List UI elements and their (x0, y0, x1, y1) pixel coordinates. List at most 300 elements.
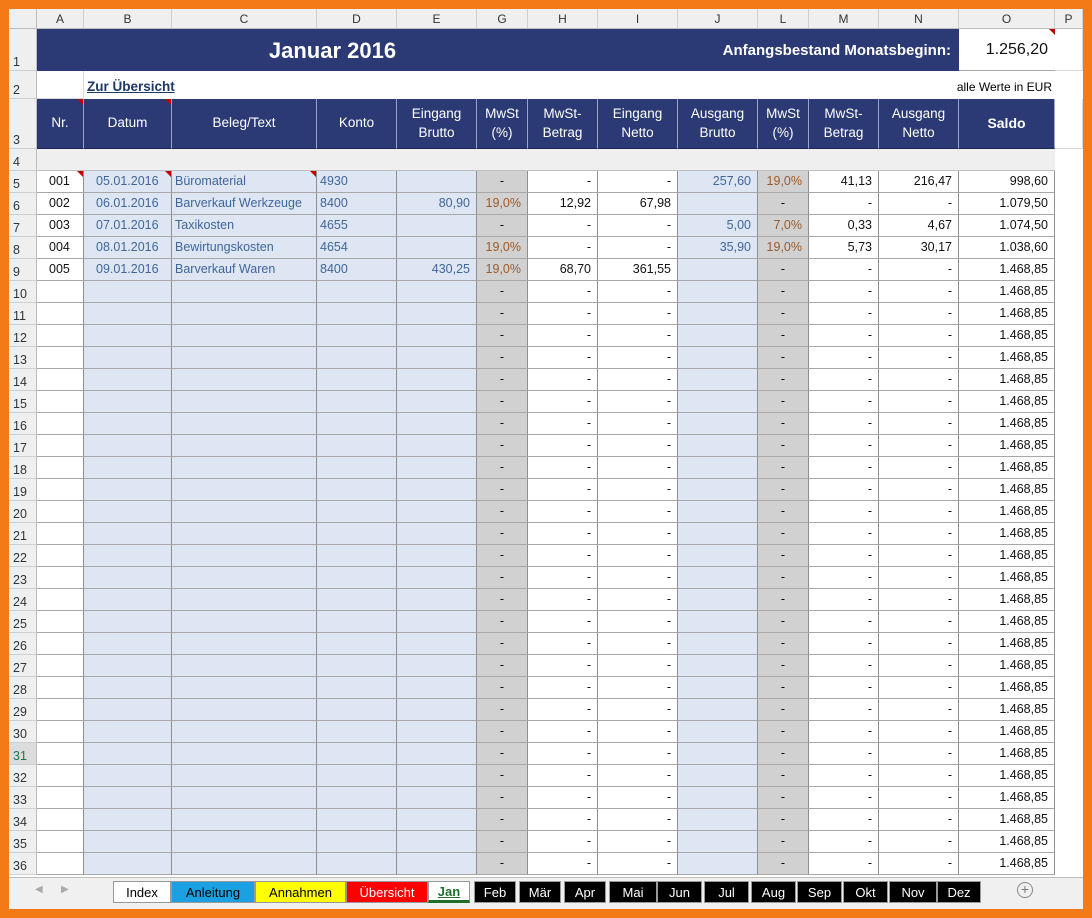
row-header[interactable]: 11 (9, 303, 37, 325)
cell-eb[interactable] (397, 589, 477, 611)
cell-datum[interactable] (84, 369, 172, 391)
row-header[interactable]: 36 (9, 853, 37, 875)
cell-p[interactable] (1055, 435, 1083, 457)
cell-ab[interactable] (678, 457, 758, 479)
cell-nr[interactable] (37, 765, 84, 787)
cell-nr[interactable] (37, 435, 84, 457)
cell-nr[interactable] (37, 303, 84, 325)
cell-konto[interactable] (317, 831, 397, 853)
cell-ab[interactable] (678, 787, 758, 809)
row-header[interactable]: 13 (9, 347, 37, 369)
cell-konto[interactable]: 8400 (317, 193, 397, 215)
cell-konto[interactable] (317, 523, 397, 545)
sheet-tab-feb[interactable]: Feb (474, 881, 516, 903)
cell-datum[interactable] (84, 545, 172, 567)
cell-eb[interactable] (397, 237, 477, 259)
cell-konto[interactable] (317, 853, 397, 875)
row-header[interactable]: 21 (9, 523, 37, 545)
row-header[interactable]: 12 (9, 325, 37, 347)
cell-text[interactable] (172, 721, 317, 743)
cell-text[interactable] (172, 853, 317, 875)
scroll-right-icon[interactable]: ▶ (61, 884, 69, 895)
cell-p[interactable] (1055, 193, 1083, 215)
cell-konto[interactable] (317, 325, 397, 347)
sheet-tab-jul[interactable]: Jul (704, 881, 749, 903)
cell-datum[interactable]: 09.01.2016 (84, 259, 172, 281)
cell-ab[interactable] (678, 611, 758, 633)
cell-nr[interactable] (37, 677, 84, 699)
cell-nr[interactable] (37, 457, 84, 479)
cell-konto[interactable]: 8400 (317, 259, 397, 281)
cell-konto[interactable]: 4654 (317, 237, 397, 259)
cell-text[interactable] (172, 281, 317, 303)
cell-ab[interactable] (678, 633, 758, 655)
cell-text[interactable] (172, 501, 317, 523)
cell-eb[interactable] (397, 215, 477, 237)
sheet-tab-übersicht[interactable]: Übersicht (346, 881, 428, 903)
row-header[interactable]: 7 (9, 215, 37, 237)
cell-text[interactable] (172, 699, 317, 721)
cell-eb[interactable] (397, 435, 477, 457)
cell-p[interactable] (1055, 303, 1083, 325)
cell-eb[interactable] (397, 325, 477, 347)
row-header[interactable]: 9 (9, 259, 37, 281)
column-header-m[interactable]: M (809, 9, 879, 29)
cell-eb[interactable] (397, 655, 477, 677)
cell-konto[interactable]: 4655 (317, 215, 397, 237)
cell-konto[interactable] (317, 633, 397, 655)
cell-p[interactable] (1055, 765, 1083, 787)
cell-datum[interactable] (84, 435, 172, 457)
cell-eb[interactable] (397, 831, 477, 853)
cell-nr[interactable] (37, 655, 84, 677)
cell-eb[interactable] (397, 479, 477, 501)
cell-text[interactable]: Büromaterial (172, 171, 317, 193)
row-header[interactable]: 35 (9, 831, 37, 853)
cell-konto[interactable] (317, 545, 397, 567)
cell-ab[interactable] (678, 303, 758, 325)
column-header-l[interactable]: L (758, 9, 809, 29)
cell-nr[interactable] (37, 787, 84, 809)
cell-text[interactable] (172, 831, 317, 853)
cell-datum[interactable] (84, 347, 172, 369)
cell-eb[interactable]: 80,90 (397, 193, 477, 215)
cell-eb[interactable] (397, 545, 477, 567)
cell-text[interactable] (172, 633, 317, 655)
cell-text[interactable] (172, 787, 317, 809)
cell-p[interactable] (1055, 215, 1083, 237)
row-header[interactable]: 10 (9, 281, 37, 303)
column-header-d[interactable]: D (317, 9, 397, 29)
cell-ab[interactable] (678, 347, 758, 369)
cell-nr[interactable] (37, 831, 84, 853)
cell-eb[interactable] (397, 523, 477, 545)
cell-nr[interactable] (37, 853, 84, 875)
cell-ab[interactable] (678, 501, 758, 523)
row-header[interactable]: 16 (9, 413, 37, 435)
cell-konto[interactable] (317, 413, 397, 435)
cell-text[interactable] (172, 611, 317, 633)
cell-text[interactable] (172, 435, 317, 457)
cell-text[interactable] (172, 413, 317, 435)
cell-datum[interactable] (84, 611, 172, 633)
cell-nr[interactable] (37, 413, 84, 435)
cell-eb[interactable] (397, 391, 477, 413)
cell-datum[interactable] (84, 765, 172, 787)
row-header[interactable]: 28 (9, 677, 37, 699)
cell-ab[interactable] (678, 677, 758, 699)
cell-text[interactable] (172, 743, 317, 765)
cell-konto[interactable] (317, 501, 397, 523)
cell-text[interactable] (172, 655, 317, 677)
cell-datum[interactable] (84, 655, 172, 677)
cell-konto[interactable] (317, 787, 397, 809)
sheet-tab-sep[interactable]: Sep (797, 881, 842, 903)
cell-datum[interactable] (84, 567, 172, 589)
cell-text[interactable]: Bewirtungskosten (172, 237, 317, 259)
cell-datum[interactable] (84, 853, 172, 875)
scroll-left-icon[interactable]: ◀ (35, 884, 43, 895)
sheet-tab-aug[interactable]: Aug (751, 881, 796, 903)
row-header[interactable]: 4 (9, 149, 37, 171)
cell-ab[interactable]: 257,60 (678, 171, 758, 193)
cell-nr[interactable] (37, 589, 84, 611)
cell-konto[interactable] (317, 743, 397, 765)
cell-nr[interactable]: 002 (37, 193, 84, 215)
cell-ab[interactable]: 5,00 (678, 215, 758, 237)
cell-konto[interactable] (317, 479, 397, 501)
cell-ab[interactable] (678, 325, 758, 347)
cell-nr[interactable] (37, 501, 84, 523)
cell-eb[interactable] (397, 369, 477, 391)
row-header[interactable]: 20 (9, 501, 37, 523)
cell-text[interactable] (172, 457, 317, 479)
cell-p[interactable] (1055, 391, 1083, 413)
cell-a2[interactable] (37, 71, 84, 99)
cell-nr[interactable] (37, 633, 84, 655)
cell-text[interactable] (172, 567, 317, 589)
cell-text[interactable] (172, 479, 317, 501)
row-header[interactable]: 23 (9, 567, 37, 589)
cell-text[interactable] (172, 325, 317, 347)
cell-ab[interactable] (678, 567, 758, 589)
row-header[interactable]: 27 (9, 655, 37, 677)
cell-text[interactable] (172, 391, 317, 413)
cell-ab[interactable] (678, 259, 758, 281)
cell-text[interactable]: Taxikosten (172, 215, 317, 237)
cell-p[interactable] (1055, 369, 1083, 391)
cell-ab[interactable]: 35,90 (678, 237, 758, 259)
sheet-tab-index[interactable]: Index (113, 881, 171, 903)
row-header[interactable]: 22 (9, 545, 37, 567)
cell-nr[interactable] (37, 545, 84, 567)
cell-konto[interactable] (317, 699, 397, 721)
cell-eb[interactable] (397, 457, 477, 479)
cell-p[interactable] (1055, 237, 1083, 259)
cell-nr[interactable] (37, 325, 84, 347)
cell-konto[interactable] (317, 677, 397, 699)
cell-ab[interactable] (678, 523, 758, 545)
cell-datum[interactable] (84, 325, 172, 347)
sheet-tab-anleitung[interactable]: Anleitung (171, 881, 255, 903)
cell-konto[interactable] (317, 303, 397, 325)
cell-text[interactable]: Barverkauf Waren (172, 259, 317, 281)
cell-ab[interactable] (678, 699, 758, 721)
cell-ab[interactable] (678, 765, 758, 787)
sheet-tab-annahmen[interactable]: Annahmen (255, 881, 346, 903)
cell-datum[interactable] (84, 479, 172, 501)
cell-konto[interactable] (317, 369, 397, 391)
cell-datum[interactable] (84, 501, 172, 523)
cell-eb[interactable] (397, 765, 477, 787)
cell-nr[interactable] (37, 281, 84, 303)
column-header-o[interactable]: O (959, 9, 1055, 29)
sheet-tab-apr[interactable]: Apr (564, 881, 606, 903)
cell-p[interactable] (1055, 787, 1083, 809)
cell-text[interactable] (172, 303, 317, 325)
cell-p[interactable] (1055, 347, 1083, 369)
cell-ab[interactable] (678, 369, 758, 391)
cell-p[interactable] (1055, 325, 1083, 347)
cell-ab[interactable] (678, 655, 758, 677)
cell-p[interactable] (1055, 501, 1083, 523)
column-header-b[interactable]: B (84, 9, 172, 29)
cell-datum[interactable] (84, 677, 172, 699)
row-header[interactable]: 34 (9, 809, 37, 831)
cell-p[interactable] (1055, 545, 1083, 567)
cell-p[interactable] (1055, 259, 1083, 281)
row-header[interactable]: 32 (9, 765, 37, 787)
cell-nr[interactable] (37, 699, 84, 721)
cell-p[interactable] (1055, 171, 1083, 193)
cell-eb[interactable] (397, 721, 477, 743)
cell-nr[interactable] (37, 743, 84, 765)
cell-datum[interactable] (84, 699, 172, 721)
cell-eb[interactable] (397, 677, 477, 699)
cell-konto[interactable] (317, 611, 397, 633)
cell-konto[interactable] (317, 281, 397, 303)
cell-datum[interactable] (84, 391, 172, 413)
overview-link[interactable]: Zur Übersicht (87, 78, 175, 94)
cell-konto[interactable] (317, 589, 397, 611)
opening-balance-input[interactable]: 1.256,20 (959, 29, 1055, 71)
cell-p[interactable] (1055, 721, 1083, 743)
cell-text[interactable] (172, 523, 317, 545)
row-header[interactable]: 6 (9, 193, 37, 215)
cell-nr[interactable]: 003 (37, 215, 84, 237)
cell-nr[interactable] (37, 347, 84, 369)
cell-konto[interactable] (317, 391, 397, 413)
cell-nr[interactable] (37, 479, 84, 501)
sheet-tab-jun[interactable]: Jun (657, 881, 702, 903)
sheet-tab-jan[interactable]: Jan (428, 881, 470, 903)
cell-p[interactable] (1055, 677, 1083, 699)
cell-p[interactable] (1055, 809, 1083, 831)
cell-eb[interactable] (397, 281, 477, 303)
cell-eb[interactable] (397, 413, 477, 435)
column-header-c[interactable]: C (172, 9, 317, 29)
cell-konto[interactable] (317, 765, 397, 787)
cell-nr[interactable]: 004 (37, 237, 84, 259)
cell-eb[interactable] (397, 809, 477, 831)
column-header-h[interactable]: H (528, 9, 598, 29)
row-header[interactable]: 18 (9, 457, 37, 479)
cell-konto[interactable] (317, 655, 397, 677)
cell-datum[interactable] (84, 523, 172, 545)
cell-eb[interactable] (397, 787, 477, 809)
cell-datum[interactable] (84, 589, 172, 611)
cell-eb[interactable] (397, 611, 477, 633)
cell-eb[interactable] (397, 699, 477, 721)
row-header[interactable]: 26 (9, 633, 37, 655)
cell-konto[interactable] (317, 721, 397, 743)
cell-ab[interactable] (678, 743, 758, 765)
column-header-i[interactable]: I (598, 9, 678, 29)
cell-p3[interactable] (1055, 99, 1083, 149)
cell-nr[interactable] (37, 567, 84, 589)
cell-eb[interactable]: 430,25 (397, 259, 477, 281)
cell-datum[interactable]: 06.01.2016 (84, 193, 172, 215)
cell-konto[interactable] (317, 347, 397, 369)
cell-nr[interactable]: 005 (37, 259, 84, 281)
cell-p[interactable] (1055, 281, 1083, 303)
cell-konto[interactable] (317, 435, 397, 457)
row-header[interactable]: 8 (9, 237, 37, 259)
column-header-n[interactable]: N (879, 9, 959, 29)
cell-datum[interactable] (84, 787, 172, 809)
cell-p[interactable] (1055, 611, 1083, 633)
cell-p[interactable] (1055, 853, 1083, 875)
cell-eb[interactable] (397, 303, 477, 325)
cell-p[interactable] (1055, 831, 1083, 853)
cell-text[interactable] (172, 765, 317, 787)
cell-p[interactable] (1055, 743, 1083, 765)
cell-ab[interactable] (678, 721, 758, 743)
sheet-tab-mär[interactable]: Mär (519, 881, 561, 903)
column-header-e[interactable]: E (397, 9, 477, 29)
column-header-a[interactable]: A (37, 9, 84, 29)
row-header[interactable]: 3 (9, 99, 37, 149)
column-header-g[interactable]: G (477, 9, 528, 29)
cell-datum[interactable]: 05.01.2016 (84, 171, 172, 193)
cell-nr[interactable] (37, 611, 84, 633)
cell-datum[interactable] (84, 743, 172, 765)
row-header[interactable]: 30 (9, 721, 37, 743)
cell-datum[interactable] (84, 303, 172, 325)
sheet-tab-nov[interactable]: Nov (889, 881, 937, 903)
select-all-corner[interactable] (9, 9, 37, 29)
cell-p1[interactable] (1055, 29, 1083, 71)
row-header[interactable]: 33 (9, 787, 37, 809)
cell-text[interactable]: Barverkauf Werkzeuge (172, 193, 317, 215)
row-header[interactable]: 1 (9, 29, 37, 71)
cell-p[interactable] (1055, 589, 1083, 611)
cell-p[interactable] (1055, 413, 1083, 435)
cell-nr[interactable] (37, 391, 84, 413)
cell-eb[interactable] (397, 567, 477, 589)
cell-p[interactable] (1055, 479, 1083, 501)
cell-datum[interactable]: 07.01.2016 (84, 215, 172, 237)
cell-konto[interactable] (317, 457, 397, 479)
cell-eb[interactable] (397, 633, 477, 655)
cell-p[interactable] (1055, 699, 1083, 721)
row-header[interactable]: 31 (9, 743, 37, 765)
column-title-text: Beleg/Text (172, 99, 317, 149)
cell-datum[interactable] (84, 281, 172, 303)
cell-text[interactable] (172, 545, 317, 567)
cell-nr[interactable] (37, 369, 84, 391)
cell-konto[interactable]: 4930 (317, 171, 397, 193)
cell-ab[interactable] (678, 435, 758, 457)
sheet-tab-dez[interactable]: Dez (937, 881, 981, 903)
row-header[interactable]: 2 (9, 71, 37, 99)
cell-p[interactable] (1055, 523, 1083, 545)
sheet-tab-mai[interactable]: Mai (609, 881, 657, 903)
cell-konto[interactable] (317, 567, 397, 589)
cell-ab[interactable] (678, 831, 758, 853)
cell-text[interactable] (172, 347, 317, 369)
column-header-j[interactable]: J (678, 9, 758, 29)
cell-datum[interactable] (84, 457, 172, 479)
cell-eb[interactable] (397, 347, 477, 369)
cell-text[interactable] (172, 809, 317, 831)
cell-eb[interactable] (397, 853, 477, 875)
cell-p[interactable] (1055, 567, 1083, 589)
cell-p[interactable] (1055, 457, 1083, 479)
cell-eb[interactable] (397, 171, 477, 193)
cell-ab[interactable] (678, 391, 758, 413)
cell-datum[interactable]: 08.01.2016 (84, 237, 172, 259)
cell-nr[interactable] (37, 523, 84, 545)
row-header[interactable]: 29 (9, 699, 37, 721)
cell-konto[interactable] (317, 809, 397, 831)
cell-nr[interactable] (37, 721, 84, 743)
cell-ab[interactable] (678, 193, 758, 215)
cell-ab[interactable] (678, 545, 758, 567)
cell-ab[interactable] (678, 809, 758, 831)
row-header[interactable]: 17 (9, 435, 37, 457)
cell-eb[interactable] (397, 501, 477, 523)
row-header[interactable]: 25 (9, 611, 37, 633)
row-header[interactable]: 14 (9, 369, 37, 391)
cell-p[interactable] (1055, 633, 1083, 655)
cell-ab[interactable] (678, 853, 758, 875)
cell-nr[interactable]: 001 (37, 171, 84, 193)
cell-text[interactable] (172, 589, 317, 611)
cell-text[interactable] (172, 677, 317, 699)
cell-ab[interactable] (678, 413, 758, 435)
cell-text[interactable] (172, 369, 317, 391)
add-sheet-icon[interactable]: + (1017, 882, 1033, 898)
cell-datum[interactable] (84, 831, 172, 853)
cell-eb[interactable] (397, 743, 477, 765)
row-header[interactable]: 19 (9, 479, 37, 501)
cell-ab[interactable] (678, 281, 758, 303)
row-header[interactable]: 5 (9, 171, 37, 193)
cell-datum[interactable] (84, 633, 172, 655)
cell-ab[interactable] (678, 589, 758, 611)
cell-ab[interactable] (678, 479, 758, 501)
cell-datum[interactable] (84, 809, 172, 831)
column-header-p[interactable]: P (1055, 9, 1083, 29)
cell-p[interactable] (1055, 655, 1083, 677)
row-header[interactable]: 15 (9, 391, 37, 413)
sheet-tab-okt[interactable]: Okt (843, 881, 888, 903)
cell-datum[interactable] (84, 413, 172, 435)
cell-nr[interactable] (37, 809, 84, 831)
row-header[interactable]: 24 (9, 589, 37, 611)
cell-datum[interactable] (84, 721, 172, 743)
